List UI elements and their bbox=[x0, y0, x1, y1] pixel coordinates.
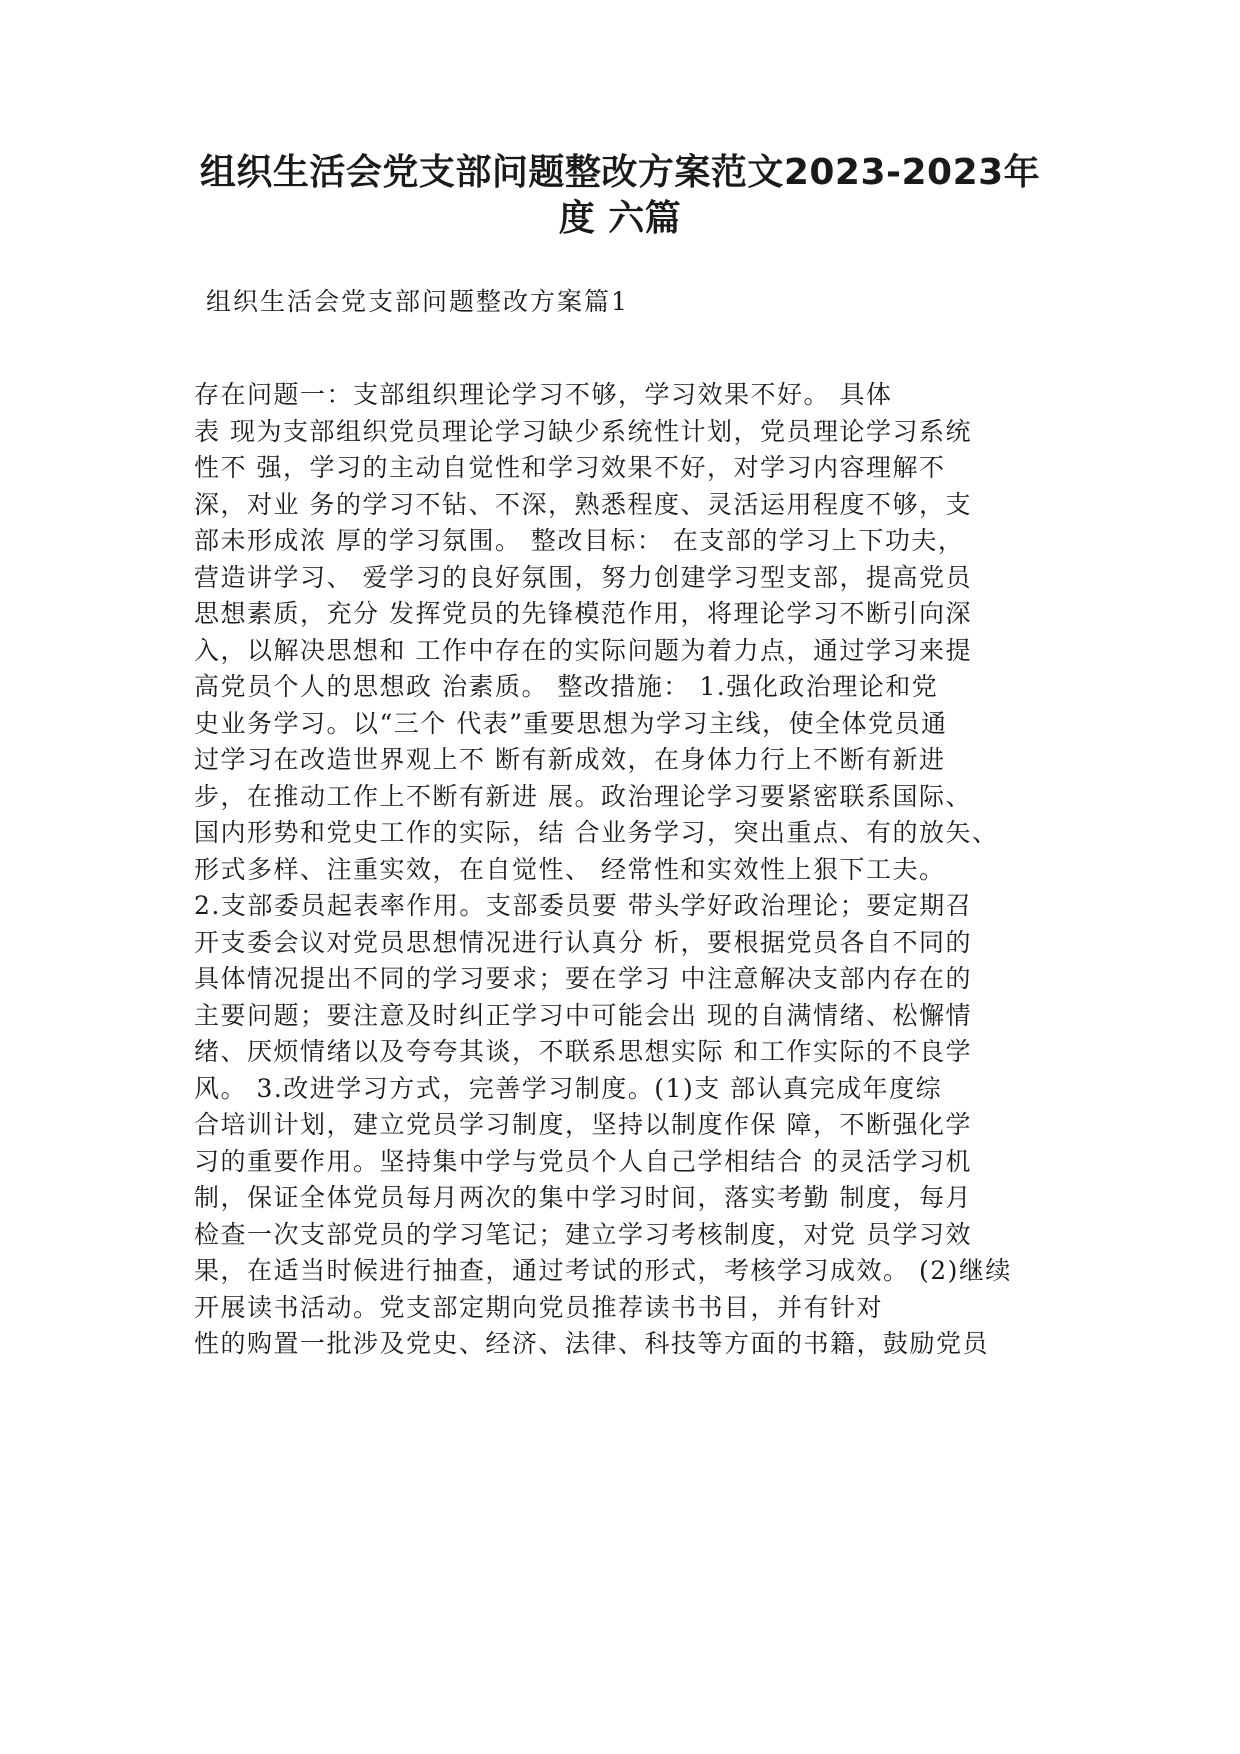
body-line: 检查一次支部党员的学习笔记；建立学习考核制度，对党 员学习效 bbox=[194, 1219, 972, 1249]
body-line: 具体情况提出不同的学习要求；要在学习 中注意解决支部内存在的 bbox=[194, 964, 972, 993]
body-line: 高党员个人的思想政 治素质。 整改措施： 1.强化政治理论和党 bbox=[194, 672, 939, 701]
body-text bbox=[194, 377, 1074, 1363]
body-line: 营造讲学习、 爱学习的良好氛围，努力创建学习型支部，提高党员 bbox=[194, 562, 972, 592]
body-line: 史业务学习。以“三个 代表”重要思想为学习主线，使全体党员通 bbox=[194, 708, 948, 738]
body-line: 开支委会议对党员思想情况进行认真分 析，要根据党员各自不同的 bbox=[194, 927, 972, 957]
body-line: 主要问题；要注意及时纠正学习中可能会出 现的自满情绪、松懈情 bbox=[194, 1000, 972, 1030]
body-line: 开展读书活动。党支部定期向党员推荐读书书目，并有针对 bbox=[194, 1292, 884, 1322]
body-line: 性的购置一批涉及党史、经济、法律、科技等方面的书籍，鼓励党员 bbox=[194, 1329, 990, 1358]
title-line: 度 六篇 bbox=[558, 198, 682, 239]
body-line: 形式多样、注重实效，在自觉性、 经常性和实效性上狠下工夫。 bbox=[194, 854, 946, 884]
title-line: 组织生活会党支部问题整改方案范文2023-2023年 bbox=[199, 152, 1041, 193]
body-line: 果，在适当时候进行抽查，通过考试的形式，考核学习成效。 (2)继续 bbox=[194, 1256, 1012, 1285]
body-line: 深，对业 务的学习不钻、不深，熟悉程度、灵活运用程度不够，支 bbox=[194, 489, 972, 519]
body-line: 过学习在改造世界观上不 断有新成效，在身体力行上不断有新进 bbox=[194, 745, 946, 774]
body-line: 入，以解决思想和 工作中存在的实际问题为着力点，通过学习来提 bbox=[194, 635, 972, 665]
body-line: 习的重要作用。坚持集中学与党员个人自己学相结合 的灵活学习机 bbox=[194, 1146, 972, 1176]
body-line: 国内形势和党史工作的实际，结 合业务学习，突出重点、有的放矢、 bbox=[194, 818, 999, 847]
body-line: 合培训计划，建立党员学习制度，坚持以制度作保 障，不断强化学 bbox=[194, 1110, 972, 1139]
body-line: 部未形成浓 厚的学习氛围。 整改目标： 在支部的学习上下功夫， bbox=[194, 526, 965, 555]
body-line: 绪、厌烦情绪以及夸夸其谈，不联系思想实际 和工作实际的不良学 bbox=[194, 1037, 972, 1066]
body-line: 性不 强，学习的主动自觉性和学习效果不好，对学习内容理解不 bbox=[194, 453, 946, 482]
body-line: 风。 3.改进学习方式，完善学习制度。(1)支 部认真完成年度综 bbox=[194, 1073, 943, 1103]
body-line: 2.支部委员起表率作用。支部委员要 带头学好政治理论；要定期召 bbox=[194, 891, 973, 920]
body-line: 思想素质，充分 发挥党员的先锋模范作用，将理论学习不断引向深 bbox=[194, 599, 972, 628]
section-heading: 组织生活会党支部问题整改方案篇1 bbox=[206, 287, 629, 316]
body-line: 步，在推动工作上不断有新进 展。政治理论学习要紧密联系国际、 bbox=[194, 781, 972, 811]
body-line: 表 现为支部组织党员理论学习缺少系统性计划，党员理论学习系统 bbox=[194, 416, 972, 446]
document-title bbox=[150, 150, 1090, 242]
body-line: 制，保证全体党员每月两次的集中学习时间，落实考勤 制度，每月 bbox=[194, 1183, 972, 1212]
body-line: 存在问题一：支部组织理论学习不够，学习效果不好。 具体 bbox=[194, 380, 893, 409]
